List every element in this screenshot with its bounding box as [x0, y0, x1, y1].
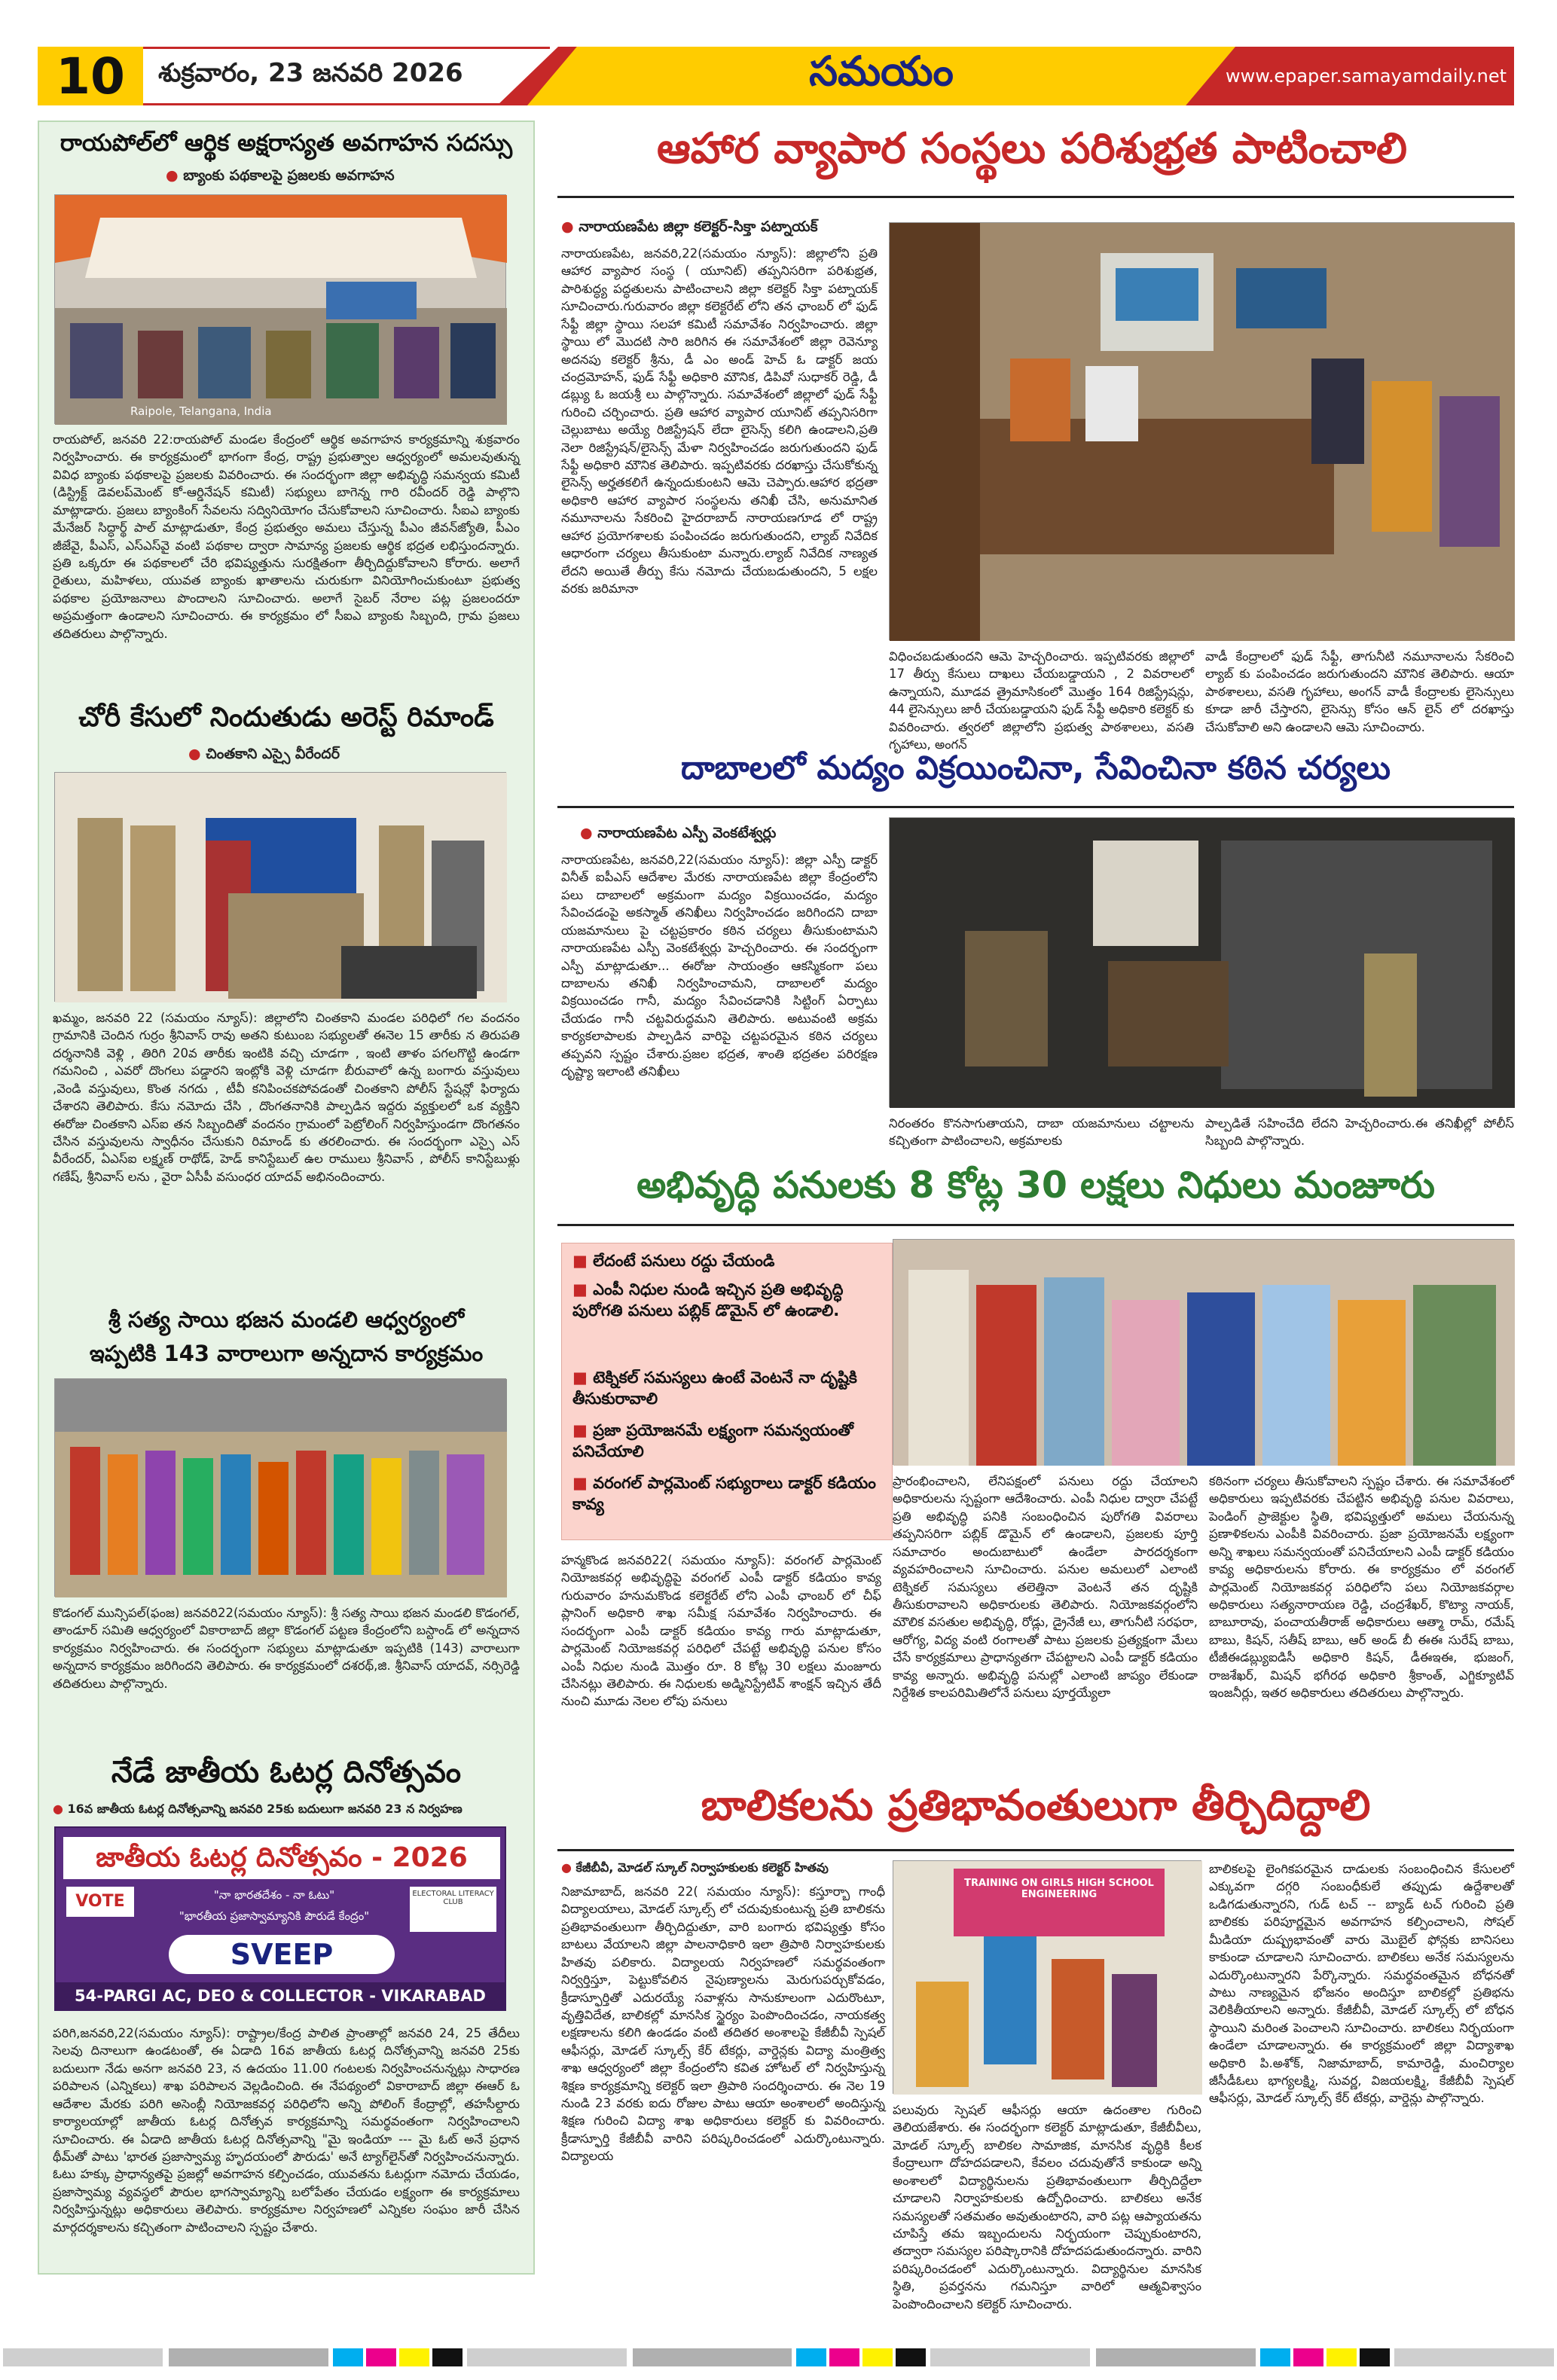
- training-photo: [893, 1860, 1201, 2094]
- story-body-col1: నిజామాబాద్, జనవరి 22( సమయం న్యూస్): కస్తూర్బా గాంధీ విద్యాలయాలు, మోడల్ స్కూల్స్ లో చదువుకుంటున్న ప్రతి బాలికను ప్రతిభావంతులుగా తీర్చిదిద్దుతూ, వారి బంగారు భవిష్యత్తు కోసం బాటలు వేయాలని జిల్లా పాలనాధికారి ఇలా త్రిపాఠి నిర్వాహకులకు హితవు పలికారు. విద్యాలయ నిర్వహణలో సమర్థవంతంగా నిర్వర్తిస్తూ, పెట్టుకోవలిన నైపుణ్యాలను మెరుగుపర్చుకోవడం, క్రీడాస్ఫూర్తితో ఎదురయ్యే సవాళ్లను సానుకూలంగా ఎదురొంటూ, వృత్తివిదేత, బాలికల్లో మానసిక స్థైర్యం పెంపొందించడం, నాయకత్వ లక్షణాలను కలిగి ఉండడం వంటి తదితర అంశాలపై కేజీబీవీ స్పెషల్ ఆఫీసర్లు, మోడల్ స్కూల్స్ కేర్ టేకర్లు, వార్డెన్లకు విద్యా మంత్రిత్వ శాఖ ఆధ్వర్యంలో జిల్లా కేంద్రంలోని కవిత హోటల్ లో నిర్వహిస్తున్న శిక్షణ కార్యక్రమాన్ని కలెక్టర్ ఇలా త్రిపాఠి సందర్శించారు. ఈ నెల 19 నుండి 23 వరకు ఐదు రోజుల పాటు ఆయా అంశాలలో అందిస్తున్న శిక్షణ గురించి విద్యా శాఖ అధికారులు కలెక్టర్ కు వివరించారు. క్రీడాస్ఫూర్తి కేజీబీవీ వారిని పరిష్కరించడంలో ఎదుర్కొంటున్నారు. విద్యాలయ: [561, 1884, 885, 2164]
- banner-footer: 54-PARGI AC, DEO & COLLECTOR - VIKARABAD: [56, 1982, 505, 2009]
- story-subhead: ● నారాయణపేట జిల్లా కలెక్టర్-సిక్తా పట్నాయక్: [561, 218, 878, 239]
- story-subhead: ● బ్యాంకు పథకాలపై ప్రజలకు అవగాహన: [166, 167, 512, 188]
- annadanam-photo: [54, 1378, 506, 1597]
- meeting-photo: [889, 222, 1514, 640]
- banner-slogan-1: "నా భారతదేశం - నా ఓటు": [213, 1888, 335, 1902]
- headline-rule: [557, 1224, 1514, 1226]
- paper-name: సమయం: [809, 47, 954, 95]
- highlight-item: ■ ఎంపీ నిధుల నుండి ఇచ్చిన ప్రతి అభివృద్ధి పురోగతి పనులు పబ్లిక్ డొమైన్ లో ఉండాలి.: [572, 1279, 889, 1322]
- meeting-photo-illustration: [890, 223, 1515, 641]
- dhaba-raid-photo-illustration: [890, 818, 1515, 1108]
- headline-rule: [557, 1849, 1514, 1851]
- photo-caption: Raipole, Telangana, India: [130, 404, 272, 418]
- story-headline: చోరీ కేసులో నిందుతుడు అరెస్ట్ రిమాండ్: [78, 702, 494, 733]
- story-body-col2-cont: [893, 1642, 1198, 1766]
- annadanam-photo-illustration: [55, 1379, 507, 1597]
- story-body: పరిగి,జనవరి,22(సమయం న్యూస్): రాష్ట్రాల/కేంద్ర పాలిత ప్రాంతాల్లో జనవరి 24, 25 తేదీలు సెలవు దినాలుగా ఉండటంతో, ఈ ఏడాది 16వ జాతీయ ఓటర్ల దినోత్సవాన్ని జనవరి 25కు బదులుగా నేడు అనగా జనవరి 23, న ఉదయం 11.00 గంటలకు నిర్వహించనున్నట్లు సాధారణ పరిపాలన (ఎన్నికలు) శాఖ పరిపాలన వెల్లడించింది. ఈ నేపథ్యంలో వికారాబాద్ జిల్లా ఈఆర్ ఓ ఆదేశాల మేరకు పరిగి అసెంబ్లీ నియోజకవర్గ పరిధిలోని అన్ని పోలింగ్ కేంద్రాల్లో, తహసీల్దారు కార్యాలయాల్లో జాతీయ ఓటర్ల దినోత్సవ కార్యక్రమాన్ని సమర్థవంతంగా నిర్వహించాలని సూచించారు. ఈ ఏడాది జాతీయ ఓటర్ల దినోత్సవాన్ని "మై ఇండియా --- మై ఓట్ అనే ప్రధాన థీమ్‌తో పాటు 'భారత ప్రజాస్వామ్య హృదయంలో పౌరుడు' అనే ట్యాగ్‌లైన్‌తో నిర్వహించనున్నారు. ఓటు హక్కు ప్రాధాన్యతపై ప్రజల్లో అవగాహన కల్పించడం, యువతను ఓటర్లుగా నమోదు చేయడం, ప్రజాస్వామ్య వ్యవస్థలో పౌరుల భాగస్వామ్యాన్ని బలోపేతం చేయడం లక్ష్యంగా ఈ కార్యక్రమాలు నిర్వహిస్తున్నట్లు అధికారులు తెలిపారు. కార్యక్రమాల నిర్వహణలో ఎన్నికల సంఘం జారీ చేసిన మార్గదర్శకాలను కచ్చితంగా పాటించాలని స్పష్టం చేశారు.: [53, 2026, 520, 2235]
- issue-date: శుక్రవారం, 23 జనవరి 2026: [158, 58, 463, 88]
- story-body-col3: వాడీ కేంద్రాలలో ఫుడ్ సేఫ్టీ, తాగునీటి నమూనాలను సేకరించి ల్యాబ్ కు పంపించడం జరుగుతుందని మౌనిక తెలిపారు. ఆయా పాఠశాలలు, వసతి గృహాలు, అంగన్ వాడీ కేంద్రాలకు లైసెన్సులు కూడా జారీ చేస్తారని, లైసెన్సు కోసం ఆన్ లైన్ లో దరఖాస్తు చేసుకోవాలి అని ఉండాలని ఆమె సూచించారు.: [1205, 649, 1514, 734]
- headline-rule: [557, 196, 1514, 198]
- sveep-logo: SVEEP: [169, 1935, 395, 1974]
- story-subhead: ● చింతకాని ఎస్సై వీరేందర్: [188, 746, 505, 766]
- story-body-col1: నారాయణపేట, జనవరి,22(సమయం న్యూస్): జిల్లా ఎస్పీ డాక్టర్ వినీత్ ఐపీఎస్ ఆదేశాల మేరకు నారాయణపేట జిల్లా కేంద్రంలోని పలు దాబాలలో అక్రమంగా మద్యం విక్రయించడం, మద్యం సేవించడంపై అకస్మాత్ తనిఖీలు నిర్వహించడం జరిగిందని దాబా యజమానులు పై చట్టప్రకారం కఠిన చర్యలు తీసుకుంటామని నారాయణపేట ఎస్పీ వెంకటేశ్వర్లు హెచ్చరించారు. ఈ సందర్భంగా ఎస్పీ మాట్లాడుతూ... ఈరోజు సాయంత్రం ఆకస్మికంగా పలు దాబాలను తనిఖీ నిర్వహించామని, దాబాలలో మద్యం విక్రయించడం గానీ, మద్యం సేవించడానికి సిట్టింగ్ ఏర్పాటు చేయడం గానీ చట్టవిరుద్ధమని తెలిపారు. అటువంటి అక్రమ కార్యకలాపాలకు పాల్పడిన వారిపై చట్టపరమైన కఠిన చర్యలు తప్పవని స్పష్టం చేశారు.ప్రజల భద్రత, శాంతి భద్రతల పరిరక్షణ దృష్ట్యా ఇలాంటి తనిఖీలు: [561, 853, 878, 1079]
- banner-title: జాతీయ ఓటర్ల దినోత్సవం - 2026: [63, 1837, 500, 1879]
- story-subhead: ● కేజీబీవీ, మోడల్ స్కూల్ నిర్వాహకులకు కలెక్టర్ హితవు: [561, 1860, 893, 1878]
- story-headline-line1: శ్రీ సత్య సాయి భజన మండలి ఆధ్వర్యంలో: [108, 1307, 465, 1332]
- vote-logo: VOTE: [66, 1887, 134, 1917]
- story-body-col2: పలువురు స్పెషల్ ఆఫీసర్లు ఆయా ఉదంతాల గురించి తెలియజేశారు. ఈ సందర్భంగా కలెక్టర్ మాట్లాడుతూ, కేజీబీవీలు, మోడల్ స్కూల్స్ బాలికల సామాజిక, మానసిక వృద్ధికి కీలక కేంద్రాలుగా దోహదపడాలని, కేవలం చదువుతోనే కాకుండా అన్ని అంశాలలో విద్యార్థినులను ప్రతిభావంతులుగా తీర్చిదిద్దేలా చూడాలని నిర్వాహకులకు ఉద్బోధించారు. బాలికలు అనేక సమస్యలతో సతమతం అవుతుంటారని, వారి పట్ల ఆప్యాయతను చూపిస్తే తమ ఇబ్బందులను నిర్భయంగా చెప్పుకుంటారని, తద్వారా సమస్యల పరిష్కారానికి దోహదపడుతుందన్నారు. వారిని పరిష్కరించడంలో ఎదుర్కొంటున్నారు. విద్యార్థినుల మానసిక స్థితి, ప్రవర్తనను గమనిస్తూ వారిలో ఆత్మవిశ్వాసం పెంపొందించాలని కలెక్టర్ సూచించారు.: [893, 2103, 1201, 2311]
- story-headline: నేడే జాతీయ ఓటర్ల దినోత్సవం: [111, 1755, 462, 1790]
- highlight-item: ■ ప్రజా ప్రయోజనమే లక్ష్యంగా సమన్వయంతో పనిచేయాలి: [572, 1420, 889, 1463]
- seminar-photo-illustration: [55, 195, 507, 425]
- story-body: ఖమ్మం, జనవరి 22 (సమయం న్యూస్): జిల్లాలోని చింతకాని మండల పరిధిలో గల వందనం గ్రామానికి చెందిన గుర్రం శ్రీనివాస్ రావు అతని కుటుంబ సభ్యులతో ఈనెల 15 తారీకు న తిరుపతి దర్శనానికి వెళ్లి , తిరిగి 20వ తారీకు ఇంటికి వచ్చి చూడగా , ఇంటి తాళం పగలగొట్టి ఉండగా గమనించి , ఎవరో దొంగలు పడ్డారని ఇంట్లోకి వెళ్లి చూడగా బీరువాలో ఉన్న బంగారు వస్తువులు ,వెండి వస్తువులు, కొంత నగదు , టీవీ కనిపించకపోవడంతో చింతకాని పోలీస్ స్టేషన్లో ఫిర్యాదు చేశారని తెలిపారు. కేసు నమోదు చేసి , దొంగతనానికి పాల్పడిన ఇద్దరు వ్యక్తులలో ఒక వ్యక్తిని ఈరోజు చింతకాని ఎస్ఐ తన సిబ్బందితో వందనం గ్రామంలో పెట్రోలింగ్ నిర్వహిస్తుండగా దొంగతనం చేసిన వస్తువులను స్వాధీనం చేసుకుని రిమాండ్ కు తరలించారు. ఈ సందర్భంగా ఎస్సై ఎస్ వీరేందర్, ఏఎస్ఐ లక్ష్మణ్ రాథోడ్, హెడ్ కానిస్టేబుల్ ఉల రాములు శ్రీనివాస్ , పోలీస్ కానిస్టేబుళ్లు గణేష్, శ్రీనివాస్ లను , వైరా ఏసీపీ వసుంధర యాదవ్ అభినందించారు.: [53, 1011, 520, 1184]
- arrest-photo: [54, 772, 506, 1002]
- story-body-col1: నారాయణపేట, జనవరి,22(సమయం న్యూస్): జిల్లాలోని ప్రతి ఆహార వ్యాపార సంస్థ ( యూనిట్) తప్పనిసరిగా పరిశుభ్రత, పారిశుద్ధ్య పద్ధతులను పాటించాలని జిల్లా కలెక్టర్ సిక్తా పట్నాయక్ సూచించారు.గురువారం జిల్లా కలెక్టరేట్ లోని తన ఛాంబర్ లో ఫుడ్ సేఫ్టీ జిల్లా స్థాయి సలహా కమిటీ సమావేశం నిర్వహించారు. జిల్లా స్థాయి లో మొదటి సారి జరిగిన ఈ సమావేశంలో జిల్లా రెవెన్యూ అదనపు కలెక్టర్ శ్రీను, డీ ఎం అండ్ హెచ్ ఓ డాక్టర్ జయ చంద్రమోహన్, ఫుడ్ సేఫ్టీ అధికారి మౌనిక, డిపివో సుధాకర్ రెడ్డి, డీ డబ్ల్యు ఓ జయశ్రీ లు పాల్గొన్నారు. సమావేశంలో జిల్లాలో ఫుడ్ సేఫ్టీ గురించి చర్చించారు. ప్రతి ఆహార వ్యాపార యూనిట్ తప్పనిసరిగా చెల్లుబాటు అయ్యే రిజిస్ట్రేషన్ లేదా లైసెన్స్ కలిగి ఉండాలని,ప్రతి నెలా రిజిస్ట్రేషన్/లైసెన్స్ మేళా నిర్వహించడం జరుగుతుందని ఫుడ్ సేఫ్టీ అధికారి మౌనిక తెలిపారు. ఇప్పటివరకు దరఖాస్తు చేసుకోకున్న లైసెన్స్ అర్హతకలిగే ఉన్నందుకుంటని ఆమె చెప్పారు.ఆహార భద్రతా అధికారి ఆహార వ్యాపార సంస్థలను తనిఖీ చేసి, అనుమానిత నమూనాలను సేకరించి హైదరాబాద్ నారాయణగూడ లో రాష్ట్ర ఆహార ప్రయోగశాలకు పంపించడం జరుగుతుందని, ల్యాబ్ నివేదిక ఆధారంగా చర్యలు తీసుకుంటా మన్నారు.ల్యాబ్ నివేదిక నాణ్యత లేదని అయితే తీర్పు కేసు నమోదు చేయబడుతుందని, 5 లక్షల వరకు జరిమానా: [561, 246, 878, 597]
- story-body-col1: హన్మకొండ జనవరి22( సమయం న్యూస్): వరంగల్ పార్లమెంట్ నియోజకవర్గ అభివృద్ధిపై వరంగల్ ఎంపీ డాక్టర్ కడియం కావ్య గురువారం హనుమకొండ కలెక్టరేట్ లోని ఎంపీ ఛాంబర్ లో చీఫ్ ప్లానింగ్ అధికారి శాఖ సమీక్ష సమావేశం నిర్వహించారు. ఈ సందర్భంగా ఎంపీ డాక్టర్ కడియం కావ్య గారు మాట్లాడుతూ, పార్లమెంట్ నియోజకవర్గ పరిధిలో చేపట్టే అభివృద్ధి పనుల కోసం ఎంపీ నిధుల నుండి మొత్తం రూ. 8 కోట్ల 30 లక్షలు మంజూరు చేసినట్లు తెలిపారు. ఈ నిధులకు అడ్మినిస్ట్రేటివ్ శాంక్షన్ ఇచ్చిన తేదీ నుంచి మూడు నెలల లోపు పనులు: [561, 1553, 881, 1709]
- highlight-item: ■ వరంగల్ పార్లమెంట్ సభ్యురాలు డాక్టర్ కడియం కావ్య: [572, 1472, 889, 1515]
- story-body-col2: ప్రారంభించాలని, లేనిపక్షంలో పనులు రద్దు చేయాలని అధికారులను స్పష్టంగా ఆదేశించారు. ఎంపీ నిధుల ద్వారా చేపట్టే ప్రతి అభివృద్ధి పనికి సంబంధించిన పురోగతి వివరాలు తప్పనిసరిగా పబ్లిక్ డొమైన్ లో ఉండాలని, ప్రజలకు పూర్తి సమాచారం అందుబాటులో ఉండేలా పారదర్శకంగా వ్యవహరించాలని సూచించారు. పనుల అమలులో ఎలాంటి టెక్నికల్ సమస్యలు తలెత్తినా వెంటనే తన దృష్టికి తీసుకురావాలని అధికారులకు తెలిపారు. నియోజకవర్గంలోని మౌలిక వసతుల అభివృద్ధి, రోడ్లు, డ్రైనేజీ లు, తాగునీటి సరఫరా, ఆరోగ్య, విద్య వంటి రంగాలతో పాటు ప్రజలకు ప్రత్యక్షంగా మేలు చేసే కార్యక్రమాలు ప్రాధాన్యతగా చేపట్టాలని ఎంపీ డాక్టర్ కడియం కావ్య అన్నారు. అభివృద్ధి పనుల్లో ఎలాంటి జాప్యం లేకుండా నిర్దేశిత కాలపరిమితిలోనే పనులు పూర్తయ్యేలా: [893, 1474, 1198, 1701]
- story-body-col3: పాల్పడితే సహించేది లేదని హెచ్చరించారు.ఈ తనిఖీల్లో పోలీస్ సిబ్బంది పాల్గొన్నారు.: [1205, 1116, 1514, 1149]
- story-headline: రాయపోల్‌లో ఆర్థిక అక్షరాస్యత అవగాహన సదస్సు: [60, 130, 513, 157]
- training-banner-text: TRAINING ON GIRLS HIGH SCHOOL ENGINEERING: [964, 1878, 1154, 1900]
- voters-day-banner: [54, 1826, 506, 2011]
- dhaba-raid-photo: [889, 817, 1514, 1107]
- story-headline: ఆహార వ్యాపార సంస్థలు పరిశుభ్రత పాటించాలి: [656, 124, 1408, 173]
- highlight-item: ■ టెక్నికల్ సమస్యలు ఉంటే వెంటనే నా దృష్టికి తీసుకురావాలి: [572, 1367, 889, 1410]
- story-body: కొడంగల్ మున్సిపల్(ఫంజ) జనవరి22(సమయం న్యూస్): శ్రీ సత్య సాయి భజన మండలి కొడంగల్, తాండూర్ సమితి ఆధ్వర్యంలో వికారాబాద్ జిల్లా కొడంగల్ పట్టణ కేంద్రంలోని బస్టాండ్ లో అన్నదాన కార్యక్రమం నిర్వహించారు. ఈ సందర్భంగా సభ్యులు మాట్లాడుతూ ఇప్పటికి (143) వారాలుగా అన్నదాన కార్యక్రమం జరిగిందని తెలిపారు. ఈ కార్యక్రమంలో దశరథ్,జి. శ్రీనివాస్ యాదవ్, నర్సిరెడ్డి తదితరులు పాల్గొన్నారు.: [53, 1606, 520, 1691]
- seminar-photo: [54, 194, 506, 424]
- story-subhead: ● 16వ జాతీయ ఓటర్ల దినోత్సవాన్ని జనవరి 25కు బదులుగా జనవరి 23 న నిర్వహణ: [53, 1802, 527, 1819]
- story-headline: బాలికలను ప్రతిభావంతులుగా తీర్చిదిద్దాలి: [701, 1781, 1371, 1830]
- story-subhead: ● నారాయణపేట ఎస్పీ వెంకటేశ్వర్లు: [580, 825, 881, 845]
- arrest-photo-illustration: [55, 773, 507, 1002]
- highlight-item: ■ లేదంటే పనులు రద్దు చేయండి: [572, 1250, 889, 1271]
- page-number: 10: [56, 47, 125, 105]
- story-body-col2: విధించబడుతుందని ఆమె హెచ్చరించారు. ఇప్పటివరకు జిల్లాలో 17 తీర్పు కేసులు దాఖలు చేయబడ్డాయని , 2 వివరాలలో ఉన్నాయని, మూడవ త్రైమాసికంలో మొత్తం 164 రిజిస్ట్రేషన్లు, 44 లైసెన్సులు జారీ చేయబడ్డాయని ఫుడ్ సేఫ్టీ అధికారి కలెక్టర్ కు వివరించారు. త్వరలో జిల్లాలోని ప్రభుత్వ పాఠశాలలు, వసతి గృహాలు, అంగన్: [889, 649, 1194, 752]
- story-headline-line2: ఇప్పటికి 143 వారాలుగా అన్నదాన కార్యక్రమం: [89, 1341, 484, 1366]
- website-link[interactable]: www.epaper.samayamdaily.net: [1226, 66, 1507, 87]
- electoral-literacy-club-logo: ELECTORAL LITERACY CLUB: [410, 1887, 496, 1932]
- print-color-bar: [0, 2342, 1557, 2372]
- mp-meeting-photo-illustration: [893, 1240, 1515, 1466]
- mp-meeting-photo: [893, 1239, 1514, 1465]
- story-headline: దాబాలలో మద్యం విక్రయించినా, సేవించినా కఠిన చర్యలు: [680, 749, 1391, 787]
- banner-slogan-2: "భారతీయ ప్రజాస్వామ్యానికి పౌరుడే కేంద్రం": [179, 1909, 370, 1923]
- story-body: రాయపోల్, జనవరి 22:రాయపోల్ మండల కేంద్రంలో ఆర్థిక అవగాహన కార్యక్రమాన్ని శుక్రవారం నిర్వహించారు. ఈ కార్యక్రమంలో భాగంగా కేంద్ర, రాష్ట్ర ప్రభుత్వాల ఆధ్వర్యంలో అమలవుతున్న వివిధ బ్యాంకు పథకాలపై ప్రజలకు వివరించారు. ఈ సందర్భంగా జిల్లా అభివృద్ధి సమన్వయ కమిటీ (డిస్ట్రిక్ట్ డెవలప్‌మెంట్ కో-ఆర్డినేషన్ కమిటీ) సభ్యులు బాగెన్న గారి రవీందర్ రెడ్డి పాల్గొని మాట్లాడారు. ప్రజలు బ్యాంకింగ్ సేవలను సద్వినియోగం చేసుకోవాలని సూచించారు. సీఐఎ బ్యాంకు మేనేజర్ సిద్ధార్థ్ పాల్ మాట్లాడుతూ, కేంద్ర ప్రభుత్వం అమలు చేస్తున్న పీఎం జీవన్‌జ్యోతి, పీఎం జీజేవై, పీఎస్, ఎస్‌ఎస్‌వై వంటి పథకాల ద్వారా సామాన్య ప్రజలకు ఆర్థిక భద్రత లభిస్తుందన్నారు. ప్రతి ఒక్కరూ ఈ పథకాలలో చేరి భవిష్యత్తును సురక్షితంగా తీర్చిదిద్దుకోవాలని కోరారు. అలాగే రైతులు, మహిళలు, యువత బ్యాంకు ఖాతాలను చురుకుగా వినియోగించుకుంటూ ప్రభుత్వ పథకాల ప్రయోజనాలు పొందాలని సూచించారు. అలాగే సైబర్ నేరాల పట్ల ప్రజలందరూ అప్రమత్తంగా ఉండాలని సూచించారు. ఈ కార్యక్రమం లో సీఐఎ బ్యాంకు సిబ్బంది, గ్రామ ప్రజలు తదితరులు పాల్గొన్నారు.: [53, 432, 520, 641]
- headline-rule: [557, 806, 1514, 808]
- story-body-col2: నిరంతరం కొనసాగుతాయని, దాబా యజమానులు చట్టాలను కచ్చితంగా పాటించాలని, అక్రమాలకు: [889, 1116, 1194, 1149]
- story-body-col3: కఠినంగా చర్యలు తీసుకోవాలని స్పష్టం చేశారు. ఈ సమావేశంలో అధికారులు ఇప్పటివరకు చేపట్టిన అభివృద్ధి పనుల వివరాలు, పెండింగ్ ప్రాజెక్టుల స్థితి, భవిష్యత్తులో అమలు చేయనున్న ప్రణాళికలను ఎంపీకి వివరించారు. ప్రజా ప్రయోజనమే లక్ష్యంగా అన్ని శాఖలు సమన్వయంతో పనిచేయాలని ఎంపీ డాక్టర్ కడియం కావ్య అధికారులను కోరారు. ఈ కార్యక్రమం లో వరంగల్ పార్లమెంట్ నియోజకవర్గ పరిధిలోని పలు నియోజకవర్గాల అధికారులు సత్యనారాయణ రెడ్డి, చంద్రశేఖర్, కొట్యా నాయక్, బాబూరావు, పంచాయతీరాజ్ అధికారులు ఆత్మా రామ్, రమేష్ బాబు, కిషన్, సతీష్ బాబు, ఆర్ అండ్ బీ ఈఈ సురేష్ బాబు, టీజీఈడబ్ల్యుఐడిసీ అధికారి కిషన్, డీఈఇఈ, భుజంగ్, రాజశేఖర్, మిషన్ భగీరథ అధికారి శ్రీకాంత్, ఎగ్జిక్యూటివ్ ఇంజనీర్లు, ఇతర అధికారులు తదితరులు పాల్గొన్నారు.: [1209, 1474, 1514, 1701]
- story-headline: అభివృద్ధి పనులకు 8 కోట్ల 30 లక్షలు నిధులు మంజూరు: [637, 1164, 1435, 1207]
- story-body-col3: బాలికలపై లైంగికపరమైన దాడులకు సంబంధించిన కేసులలో ఎక్కువగా దగ్గరి సంబంధీకులే తప్పుడు ఉద్దేశాలతో ఒడిగడుతున్నారని, గుడ్ టచ్ -- బ్యాడ్ టచ్ గురించి ప్రతి బాలికకు పరిపూర్ణమైన అవగాహన కల్పించాలని, సోషల్ మీడియా దుష్ప్రభావంతో వారు మొబైల్ ఫోన్లకు బానిసలు కాకుండా చూడాలని సూచించారు. బాలికలు అనేక సమస్యలను ఎదుర్కొంటున్నారని పేర్కొన్నారు. సమర్థవంతమైన బోధనతో పాటు నాణ్యమైన భోజనం అందిస్తూ బాలికల్లో ప్రతిభను వెలికితీయాలని అన్నారు. కేజీబీవీ, మోడల్ స్కూల్స్ లో బోధన స్థాయిని మరింత పెంచాలని సూచించారు. బాలికలు నిర్భయంగా ఉండేలా చూడాలన్నారు. ఈ కార్యక్రమంలో జిల్లా విద్యాశాఖ అధికారి పి.అశోక్, నిజామాబాద్, కామారెడ్డి, మంచిర్యాల జీసీడీఓలు భాగ్యలక్ష్మి, సువర్ణ, విజయలక్ష్మి, కేజీబీవీ స్పెషల్ ఆఫీసర్లు, మోడల్ స్కూల్స్ కేర్ టేకర్లు, వార్డెన్లు పాల్గొన్నారు.: [1209, 1862, 1514, 2106]
